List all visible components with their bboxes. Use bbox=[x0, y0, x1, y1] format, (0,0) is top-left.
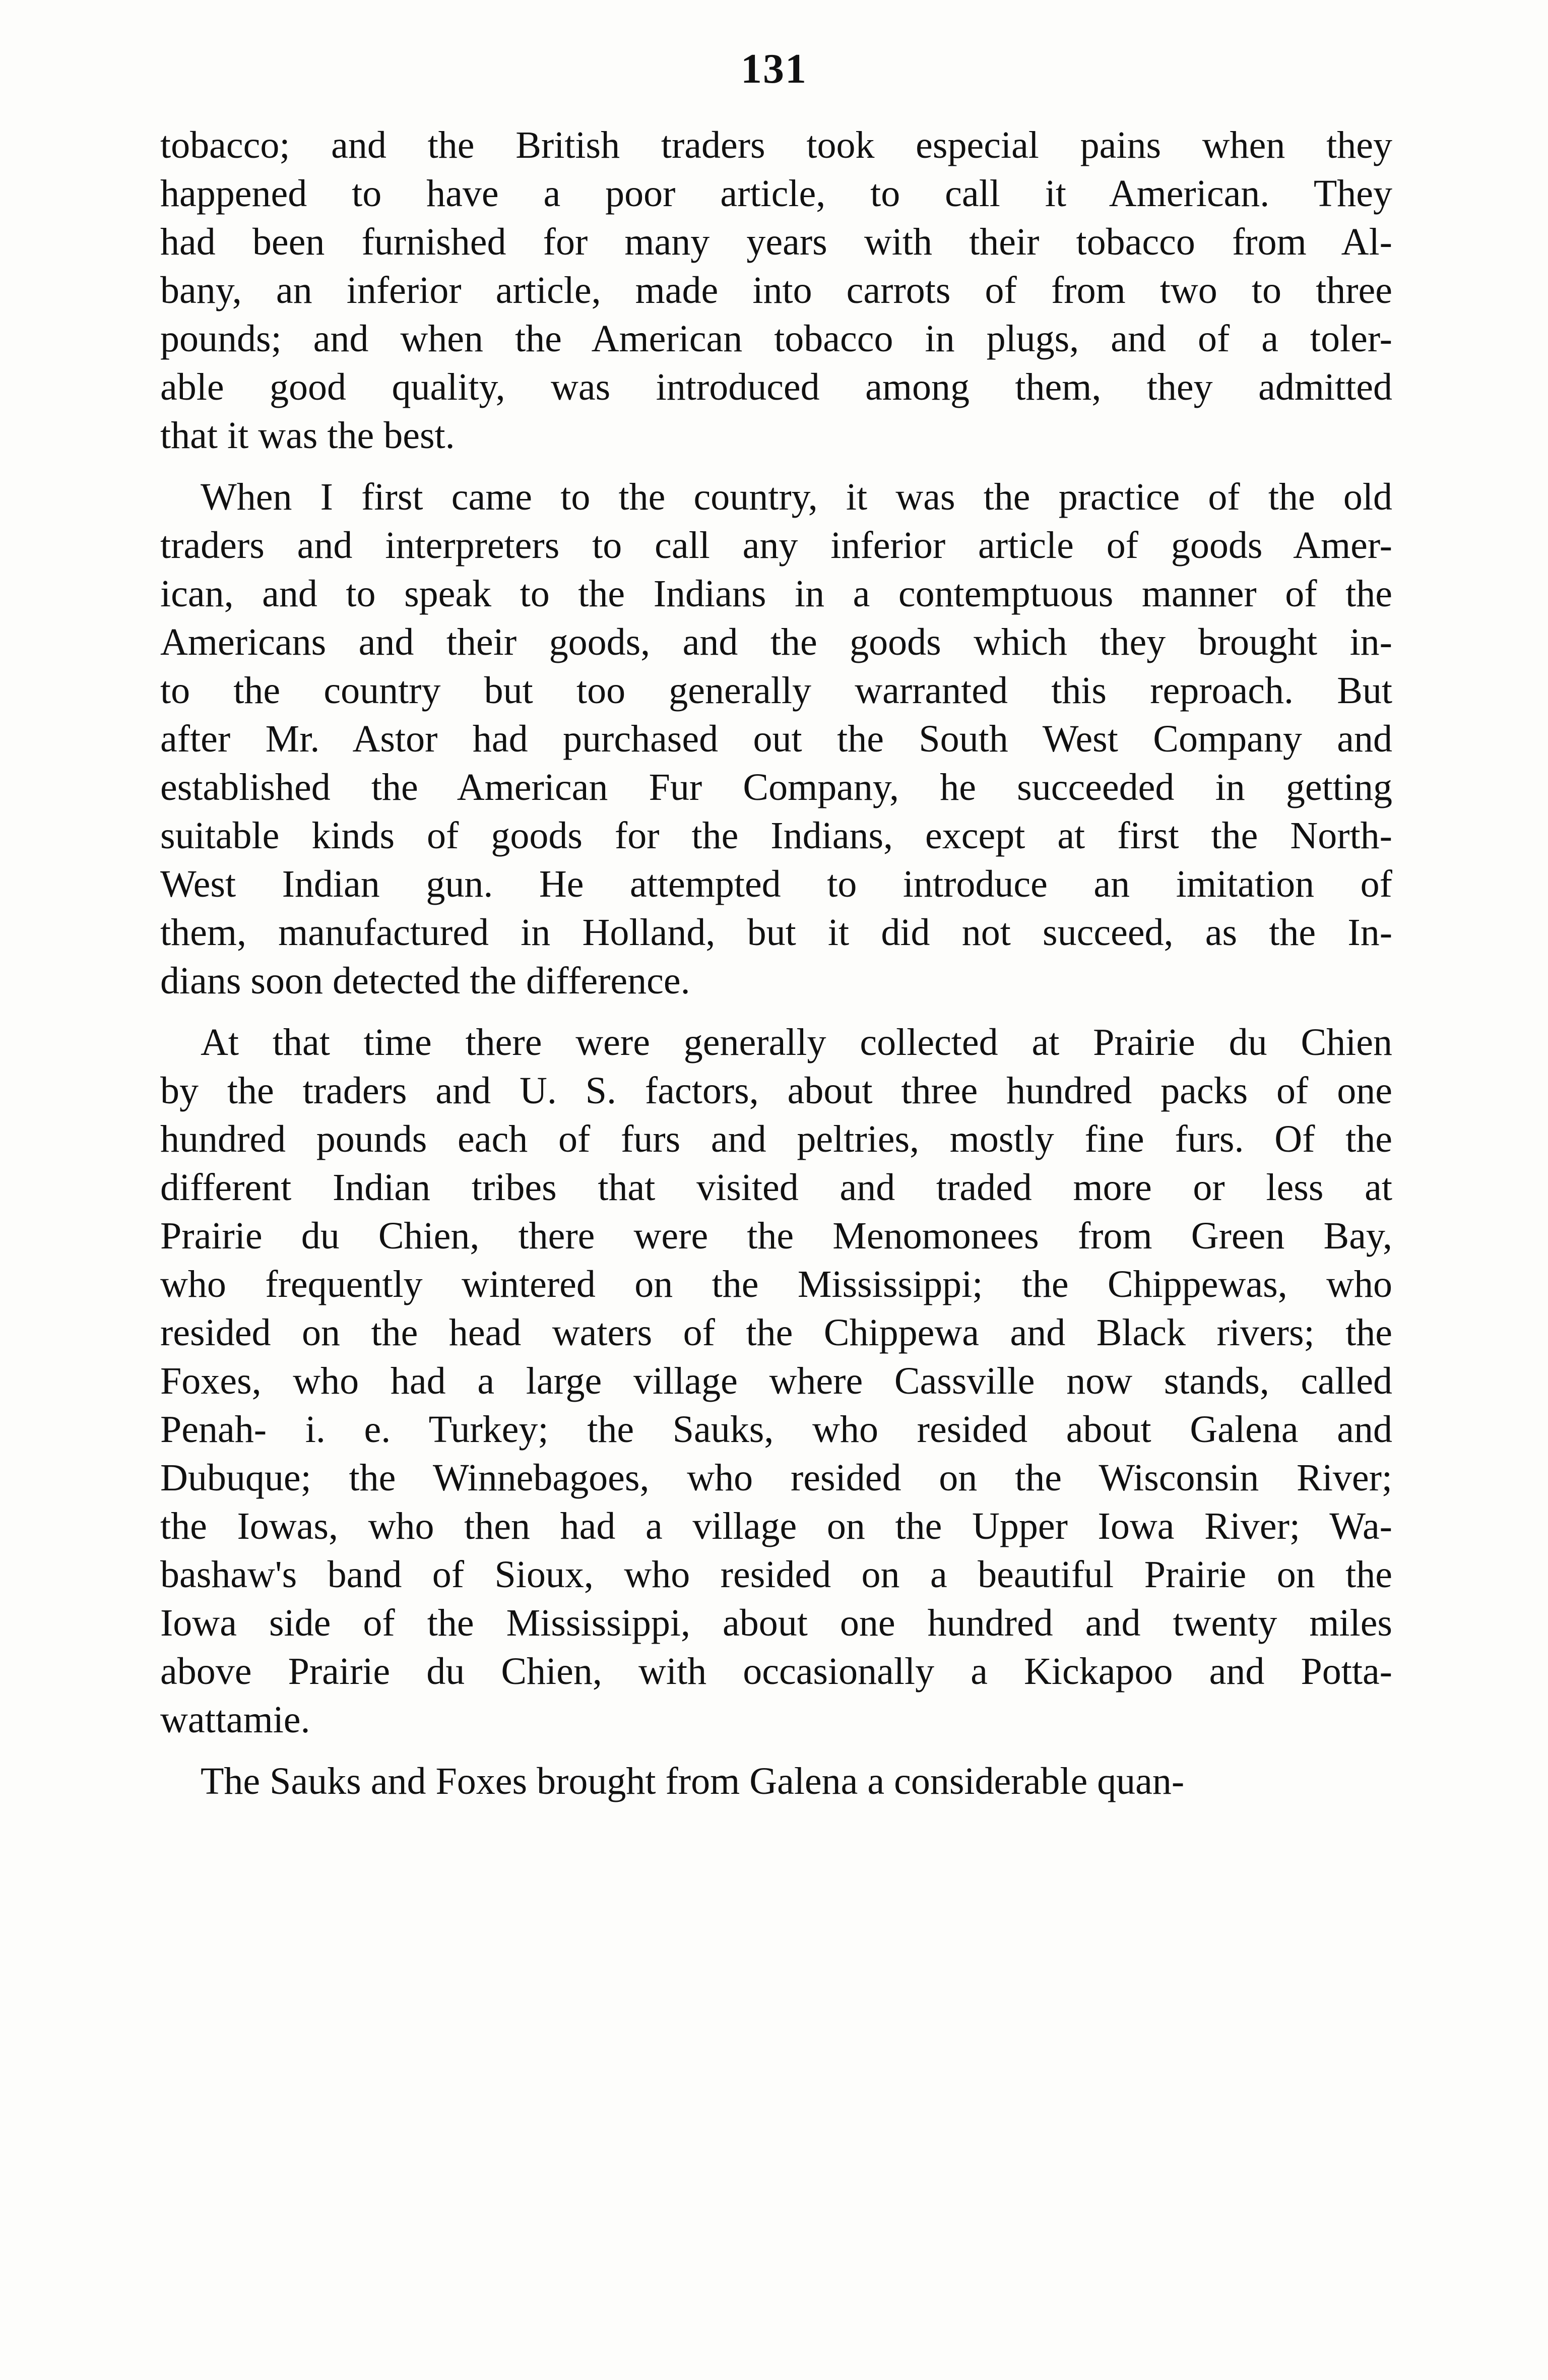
text-line: Dubuque; the Winnebagoes, who resided on the Wisconsin River; bbox=[160, 1457, 1392, 1499]
text-line: suitable kinds of goods for the Indians, except at first the North- bbox=[160, 815, 1392, 857]
text-line: dians soon detected the difference. bbox=[160, 960, 690, 1002]
text-line: ican, and to speak to the Indians in a contemptuous manner of the bbox=[160, 573, 1392, 615]
paragraph-3 bbox=[160, 1018, 1392, 1744]
paragraph-1 bbox=[160, 121, 1392, 460]
text-line: hundred pounds each of furs and peltries, mostly fine furs. Of the bbox=[160, 1118, 1392, 1160]
text-line: them, manufactured in Holland, but it did not succeed, as the In- bbox=[160, 911, 1392, 954]
text-line: Foxes, who had a large village where Cassville now stands, called bbox=[160, 1360, 1392, 1402]
text-line: different Indian tribes that visited and traded more or less at bbox=[160, 1166, 1392, 1209]
text-line: established the American Fur Company, he succeeded in getting bbox=[160, 766, 1392, 808]
text-line: to the country but too generally warranted this reproach. But bbox=[160, 669, 1392, 712]
text-line: bashaw's band of Sioux, who resided on a beautiful Prairie on the bbox=[160, 1553, 1392, 1596]
text-line: resided on the head waters of the Chippewa and Black rivers; the bbox=[160, 1311, 1392, 1354]
text-line: who frequently wintered on the Mississippi; the Chippewas, who bbox=[160, 1263, 1392, 1305]
text-line: above Prairie du Chien, with occasionally a Kickapoo and Potta- bbox=[160, 1650, 1392, 1693]
text-line: traders and interpreters to call any inferior article of goods Amer- bbox=[160, 524, 1392, 567]
page-number: 131 bbox=[741, 45, 807, 92]
text-line: happened to have a poor article, to call it American. They bbox=[160, 172, 1392, 215]
text-line: bany, an inferior article, made into carrots of from two to three bbox=[160, 269, 1392, 311]
text-line: tobacco; and the British traders took especial pains when they bbox=[160, 124, 1392, 166]
text-line: had been furnished for many years with their tobacco from Al- bbox=[160, 221, 1392, 263]
text-line: after Mr. Astor had purchased out the South West Company and bbox=[160, 718, 1392, 760]
text-line: Prairie du Chien, there were the Menomonees from Green Bay, bbox=[160, 1215, 1392, 1257]
text-line: able good quality, was introduced among them, they admitted bbox=[160, 366, 1392, 408]
paragraph-4 bbox=[160, 1757, 1392, 1805]
text-line: The Sauks and Foxes brought from Galena a considerable quan- bbox=[201, 1760, 1185, 1802]
text-line: West Indian gun. He attempted to introduce an imitation of bbox=[160, 863, 1392, 905]
text-line: Americans and their goods, and the goods which they brought in- bbox=[160, 621, 1392, 663]
text-line: Penah- i. e. Turkey; the Sauks, who resided about Galena and bbox=[160, 1408, 1392, 1451]
body-text bbox=[160, 121, 1392, 1819]
text-line: wattamie. bbox=[160, 1699, 310, 1741]
text-line: that it was the best. bbox=[160, 414, 455, 457]
paragraph-2 bbox=[160, 473, 1392, 1005]
text-line: the Iowas, who then had a village on the Upper Iowa River; Wa- bbox=[160, 1505, 1392, 1547]
text-line: Iowa side of the Mississippi, about one hundred and twenty miles bbox=[160, 1602, 1392, 1644]
text-line: pounds; and when the American tobacco in plugs, and of a toler- bbox=[160, 318, 1392, 360]
text-line: At that time there were generally collected at Prairie du Chien bbox=[201, 1021, 1392, 1063]
text-line: by the traders and U. S. factors, about three hundred packs of one bbox=[160, 1070, 1392, 1112]
text-line: When I first came to the country, it was the practice of the old bbox=[201, 476, 1392, 518]
